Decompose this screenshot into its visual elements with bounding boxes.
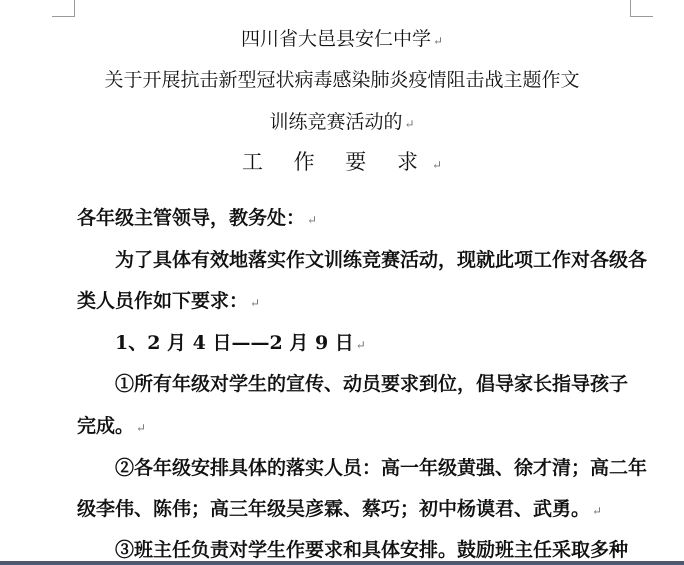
paragraph-1-line-1: 为了具体有效地落实作文训练竞赛活动，现就此项工作对各级各 <box>115 249 648 271</box>
salutation: 各年级主管领导，教务处： ↵ <box>77 207 318 229</box>
school-name: 四川省大邑县安仁中学 ↵ <box>240 28 444 50</box>
paragraph-mark-icon: ↵ <box>355 338 366 352</box>
window-bottom-bar <box>0 561 684 565</box>
paragraph-mark-icon: ↵ <box>136 421 147 435</box>
item-1-line-2: 完成。 ↵ <box>77 415 147 437</box>
paragraph-mark-icon: ↵ <box>307 213 318 227</box>
section-1-heading: 1、2 月 4 日——2 月 9 日 ↵ <box>115 332 366 354</box>
margin-corner-mark-left <box>52 0 75 17</box>
paragraph-mark-icon: ↵ <box>404 117 415 131</box>
paragraph-1-line-2: 类人员作如下要求： ↵ <box>77 290 261 312</box>
item-1-line-1: ①所有年级对学生的宣传、动员要求到位，倡导家长指导孩子 <box>115 373 629 395</box>
paragraph-mark-icon: ↵ <box>250 296 261 310</box>
document-title-line-1: 关于开展抗击新型冠状病毒感染肺炎疫情阻击战主题作文 <box>104 69 580 91</box>
paragraph-mark-icon: ↵ <box>592 504 603 518</box>
paragraph-mark-icon: ↵ <box>431 158 443 172</box>
item-2-line-2: 级李伟、陈伟；高三年级吴彦霖、蔡巧；初中杨谟君、武勇。 ↵ <box>77 498 603 520</box>
document-title-line-3: 工 作 要 求 ↵ <box>241 150 443 174</box>
paragraph-mark-icon: ↵ <box>432 34 444 48</box>
margin-corner-mark-right <box>630 0 653 17</box>
item-3-line-1: ③班主任负责对学生作要求和具体安排。鼓励班主任采取多种 <box>115 539 629 561</box>
document-title-line-2: 训练竞赛活动的 ↵ <box>269 111 415 133</box>
item-2-line-1: ②各年级安排具体的落实人员：高一年级黄强、徐才清；高二年 <box>115 457 648 479</box>
